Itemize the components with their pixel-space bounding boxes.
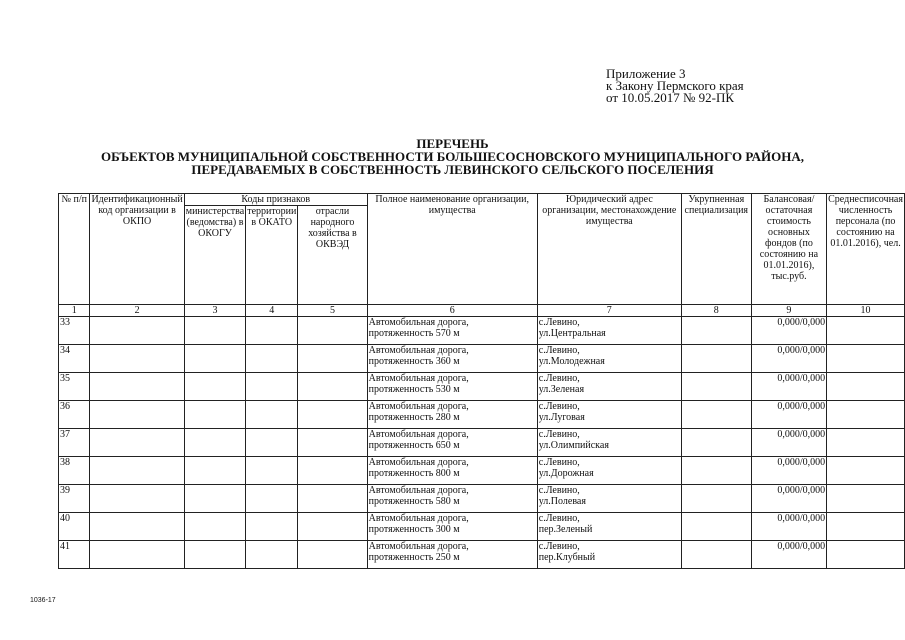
header-staff: Среднесписочная численность персонала (по состоянию на 01.01.2016), чел. (827, 194, 905, 305)
row-address (537, 513, 681, 541)
row-number-text: 36 (60, 401, 70, 412)
row-name (367, 373, 537, 401)
row-okved (298, 513, 367, 541)
row-balance-text: 0,000/0,000 (777, 345, 826, 356)
header-name: Полное наименование организации, имущества (367, 194, 537, 305)
appendix-line-3: от 10.05.2017 № 92-ПК (606, 90, 735, 105)
row-name (367, 513, 537, 541)
document-id: 1036-17 (30, 597, 56, 604)
row-okogu (184, 485, 245, 513)
row-staff (827, 317, 905, 345)
appendix-line-2: к Закону Пермского края (606, 78, 744, 93)
title-line-1: ПЕРЕЧЕНЬ (416, 136, 489, 151)
row-okogu (184, 541, 245, 569)
row-okved (298, 373, 367, 401)
row-balance-text: 0,000/0,000 (777, 401, 826, 412)
row-balance (751, 457, 826, 485)
row-staff (827, 513, 905, 541)
row-okved (298, 401, 367, 429)
row-address-text: ул.Молодежная (538, 356, 605, 367)
row-okogu (184, 317, 245, 345)
row-number (59, 373, 90, 401)
row-name-text: Автомобильная дорога, (368, 401, 469, 412)
appendix-reference (606, 68, 744, 104)
row-staff (827, 457, 905, 485)
row-okato (246, 401, 298, 429)
header-row-1 (59, 194, 905, 206)
row-okogu (184, 345, 245, 373)
row-staff (827, 345, 905, 373)
row-balance-text: 0,000/0,000 (777, 513, 826, 524)
row-number (59, 401, 90, 429)
row-address-text: с.Левино, (538, 317, 580, 328)
row-number-text: 40 (60, 513, 70, 524)
row-okved (298, 485, 367, 513)
col-number: 4 (246, 305, 298, 317)
row-address-text: пер.Зеленый (538, 524, 593, 535)
row-spec (681, 457, 751, 485)
row-name (367, 541, 537, 569)
header-okpo: Идентификационный код организации в ОКПО (90, 194, 184, 305)
row-okato (246, 541, 298, 569)
row-okved (298, 541, 367, 569)
header-num: № п/п (59, 194, 90, 305)
row-spec (681, 373, 751, 401)
row-balance (751, 429, 826, 457)
row-name (367, 401, 537, 429)
row-balance (751, 401, 826, 429)
row-address (537, 429, 681, 457)
header-balance: Балансовая/ остаточная стоимость основных фондов (по состоянию на 01.01.2016), тыс.руб. (751, 194, 826, 305)
row-address (537, 373, 681, 401)
col-number: 10 (827, 305, 905, 317)
row-number-text: 34 (60, 345, 70, 356)
col-number: 7 (537, 305, 681, 317)
column-number-row (59, 305, 905, 317)
col-number: 9 (751, 305, 826, 317)
row-spec (681, 485, 751, 513)
row-address (537, 541, 681, 569)
row-number (59, 485, 90, 513)
row-staff (827, 401, 905, 429)
row-address-text: с.Левино, (538, 513, 580, 524)
row-okpo (90, 401, 184, 429)
row-number-text: 39 (60, 485, 70, 496)
row-spec (681, 429, 751, 457)
row-balance-text: 0,000/0,000 (777, 373, 826, 384)
row-okved (298, 345, 367, 373)
row-name (367, 485, 537, 513)
table-row (59, 429, 905, 457)
row-name-text: протяженность 300 м (368, 524, 460, 535)
row-staff (827, 485, 905, 513)
row-address-text: с.Левино, (538, 429, 580, 440)
row-name-text: протяженность 800 м (368, 468, 460, 479)
row-okved (298, 429, 367, 457)
row-number (59, 513, 90, 541)
row-okogu (184, 373, 245, 401)
row-address-text: ул.Зеленая (538, 384, 585, 395)
row-okpo (90, 457, 184, 485)
row-balance (751, 373, 826, 401)
row-okogu (184, 457, 245, 485)
appendix-line-1: Приложение 3 (606, 66, 686, 81)
header-okogu: министерства (ведомства) в ОКОГУ (184, 206, 245, 305)
row-okato (246, 317, 298, 345)
row-balance (751, 541, 826, 569)
row-spec (681, 541, 751, 569)
row-name-text: протяженность 650 м (368, 440, 460, 451)
row-okato (246, 373, 298, 401)
row-okogu (184, 401, 245, 429)
row-okato (246, 457, 298, 485)
row-name-text: Автомобильная дорога, (368, 317, 469, 328)
row-address-text: ул.Центральная (538, 328, 606, 339)
row-okpo (90, 317, 184, 345)
row-address-text: ул.Дорожная (538, 468, 594, 479)
row-number-text: 38 (60, 457, 70, 468)
row-name-text: протяженность 580 м (368, 496, 460, 507)
row-number (59, 541, 90, 569)
table-row (59, 317, 905, 345)
row-name-text: протяженность 570 м (368, 328, 460, 339)
row-balance (751, 513, 826, 541)
row-okpo (90, 541, 184, 569)
title-line-2: ОБЪЕКТОВ МУНИЦИПАЛЬНОЙ СОБСТВЕННОСТИ БОЛЬШЕСОСНОВСКОГО МУНИЦИПАЛЬНОГО РАЙОНА, (101, 149, 804, 164)
row-address (537, 401, 681, 429)
table-row (59, 457, 905, 485)
header-okato: территории в ОКАТО (246, 206, 298, 305)
row-name-text: Автомобильная дорога, (368, 541, 469, 552)
row-spec (681, 513, 751, 541)
row-okpo (90, 485, 184, 513)
table-row (59, 401, 905, 429)
row-number (59, 429, 90, 457)
row-name-text: протяженность 280 м (368, 412, 460, 423)
col-number: 6 (367, 305, 537, 317)
row-address-text: ул.Олимпийская (538, 440, 609, 451)
table-row (59, 345, 905, 373)
row-name-text: Автомобильная дорога, (368, 373, 469, 384)
header-spec: Укрупненная специализация (681, 194, 751, 305)
document-title (0, 137, 905, 176)
row-okpo (90, 345, 184, 373)
row-okato (246, 485, 298, 513)
row-address-text: с.Левино, (538, 541, 580, 552)
row-okpo (90, 373, 184, 401)
row-number (59, 345, 90, 373)
row-staff (827, 541, 905, 569)
col-number: 5 (298, 305, 367, 317)
row-okpo (90, 429, 184, 457)
row-balance-text: 0,000/0,000 (777, 541, 826, 552)
row-spec (681, 401, 751, 429)
row-spec (681, 345, 751, 373)
row-balance-text: 0,000/0,000 (777, 485, 826, 496)
row-name-text: Автомобильная дорога, (368, 513, 469, 524)
table-row (59, 485, 905, 513)
row-okved (298, 457, 367, 485)
row-balance-text: 0,000/0,000 (777, 457, 826, 468)
row-name-text: протяженность 360 м (368, 356, 460, 367)
row-okato (246, 429, 298, 457)
row-okogu (184, 429, 245, 457)
row-okato (246, 513, 298, 541)
row-balance-text: 0,000/0,000 (777, 317, 826, 328)
header-codes: Коды признаков (184, 194, 367, 206)
col-number: 3 (184, 305, 245, 317)
table-body (59, 317, 905, 569)
header-address: Юридический адрес организации, местонахождение имущества (537, 194, 681, 305)
row-balance-text: 0,000/0,000 (777, 429, 826, 440)
row-balance (751, 345, 826, 373)
row-balance (751, 485, 826, 513)
col-number: 2 (90, 305, 184, 317)
row-name (367, 429, 537, 457)
row-address-text: с.Левино, (538, 345, 580, 356)
row-name-text: Автомобильная дорога, (368, 485, 469, 496)
row-address (537, 345, 681, 373)
row-name-text: Автомобильная дорога, (368, 429, 469, 440)
row-address-text: с.Левино, (538, 373, 580, 384)
row-number-text: 33 (60, 317, 70, 328)
row-number-text: 37 (60, 429, 70, 440)
row-address-text: с.Левино, (538, 485, 580, 496)
row-address (537, 317, 681, 345)
row-name (367, 345, 537, 373)
row-address-text: ул.Луговая (538, 412, 585, 423)
row-number-text: 41 (60, 541, 70, 552)
row-number-text: 35 (60, 373, 70, 384)
row-address (537, 485, 681, 513)
table-row (59, 373, 905, 401)
row-address-text: ул.Полевая (538, 496, 586, 507)
table-row (59, 541, 905, 569)
row-spec (681, 317, 751, 345)
row-okato (246, 345, 298, 373)
row-okogu (184, 513, 245, 541)
row-address-text: пер.Клубный (538, 552, 596, 563)
row-number (59, 317, 90, 345)
property-table (58, 193, 905, 569)
row-okved (298, 317, 367, 345)
row-balance (751, 317, 826, 345)
row-address-text: с.Левино, (538, 401, 580, 412)
row-staff (827, 373, 905, 401)
row-name-text: протяженность 250 м (368, 552, 460, 563)
header-okved: отрасли народного хозяйства в ОКВЭД (298, 206, 367, 305)
row-name (367, 457, 537, 485)
row-address-text: с.Левино, (538, 457, 580, 468)
row-name-text: Автомобильная дорога, (368, 457, 469, 468)
row-okpo (90, 513, 184, 541)
row-name-text: Автомобильная дорога, (368, 345, 469, 356)
row-name-text: протяженность 530 м (368, 384, 460, 395)
table-row (59, 513, 905, 541)
row-address (537, 457, 681, 485)
row-staff (827, 429, 905, 457)
row-number (59, 457, 90, 485)
col-number: 1 (59, 305, 90, 317)
title-line-3: ПЕРЕДАВАЕМЫХ В СОБСТВЕННОСТЬ ЛЕВИНСКОГО СЕЛЬСКОГО ПОСЕЛЕНИЯ (191, 162, 714, 177)
col-number: 8 (681, 305, 751, 317)
row-name (367, 317, 537, 345)
